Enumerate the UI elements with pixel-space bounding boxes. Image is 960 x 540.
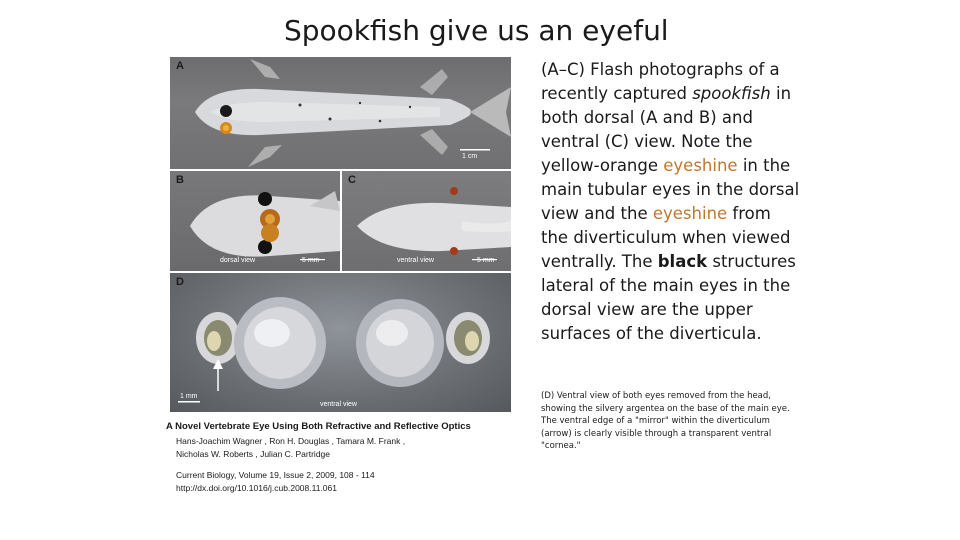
panel-b-label: B bbox=[176, 174, 184, 186]
panel-b-view: dorsal view bbox=[220, 257, 256, 264]
panel-c-scale: 5 mm bbox=[477, 257, 495, 264]
fish-dorsal-image bbox=[170, 57, 511, 169]
citation-doi-link[interactable]: http://dx.doi.org/10.1016/j.cub.2008.11.061 bbox=[176, 483, 337, 493]
caption-text-5: structures lateral of the main eyes in the dorsal view are the upper surfaces of the diverticula. bbox=[541, 252, 796, 343]
main-caption bbox=[541, 58, 801, 346]
head-ventral-image bbox=[342, 171, 511, 271]
panel-c-label: C bbox=[348, 174, 356, 186]
caption-italic-species: spookfish bbox=[692, 84, 771, 103]
panel-a-photo bbox=[170, 57, 511, 169]
caption-text-1: (A–C) Flash photographs of a recently captured bbox=[541, 60, 780, 103]
panel-d-view: ventral view bbox=[320, 401, 357, 408]
panel-d-label: D bbox=[176, 276, 184, 288]
caption-highlight-eyeshine-1: eyeshine bbox=[663, 156, 738, 175]
caption-text-2: in both dorsal (A and B) and ventral (C) view. Note the yellow-orange bbox=[541, 84, 792, 175]
panel-c-view: ventral view bbox=[397, 257, 434, 264]
citation-authors-1: Hans-Joachim Wagner , Ron H. Douglas , Tamara M. Frank , bbox=[176, 436, 406, 446]
head-dorsal-image bbox=[170, 171, 340, 271]
caption-text-4: from the diverticulum when viewed ventrally. The bbox=[541, 204, 791, 271]
caption-highlight-eyeshine-2: eyeshine bbox=[652, 204, 728, 223]
citation-journal: Current Biology, Volume 19, Issue 2, 2009, 108 - 114 bbox=[176, 470, 375, 480]
panel-a-label: A bbox=[176, 60, 184, 72]
figure-panels bbox=[170, 57, 511, 412]
panel-d-scale: 1 mm bbox=[180, 393, 198, 400]
panel-a-scale: 1 cm bbox=[462, 153, 478, 160]
caption-text-3: in the main tubular eyes in the dorsal view and the bbox=[541, 156, 800, 223]
panel-b-scale: 5 mm bbox=[302, 257, 320, 264]
panel-b-photo bbox=[170, 171, 340, 271]
slide-title: Spookfish give us an eyeful bbox=[284, 14, 669, 47]
caption-bold-black: black bbox=[657, 252, 708, 271]
citation-authors-2: Nicholas W. Roberts , Julian C. Partridge bbox=[176, 449, 331, 459]
panel-c-photo bbox=[342, 171, 511, 271]
panel-d-caption: (D) Ventral view of both eyes removed from the head, showing the silvery argentea on the base of the main eye. The ventral edge of a "mirror" within the diverticulum (arrow) is clearly visible through a transparent ventral "cornea." bbox=[541, 391, 790, 451]
eyes-ventral-image bbox=[170, 273, 511, 412]
citation-block bbox=[166, 420, 536, 495]
citation-title: A Novel Vertebrate Eye Using Both Refractive and Reflective Optics bbox=[166, 421, 471, 432]
panel-d-photo bbox=[170, 273, 511, 412]
